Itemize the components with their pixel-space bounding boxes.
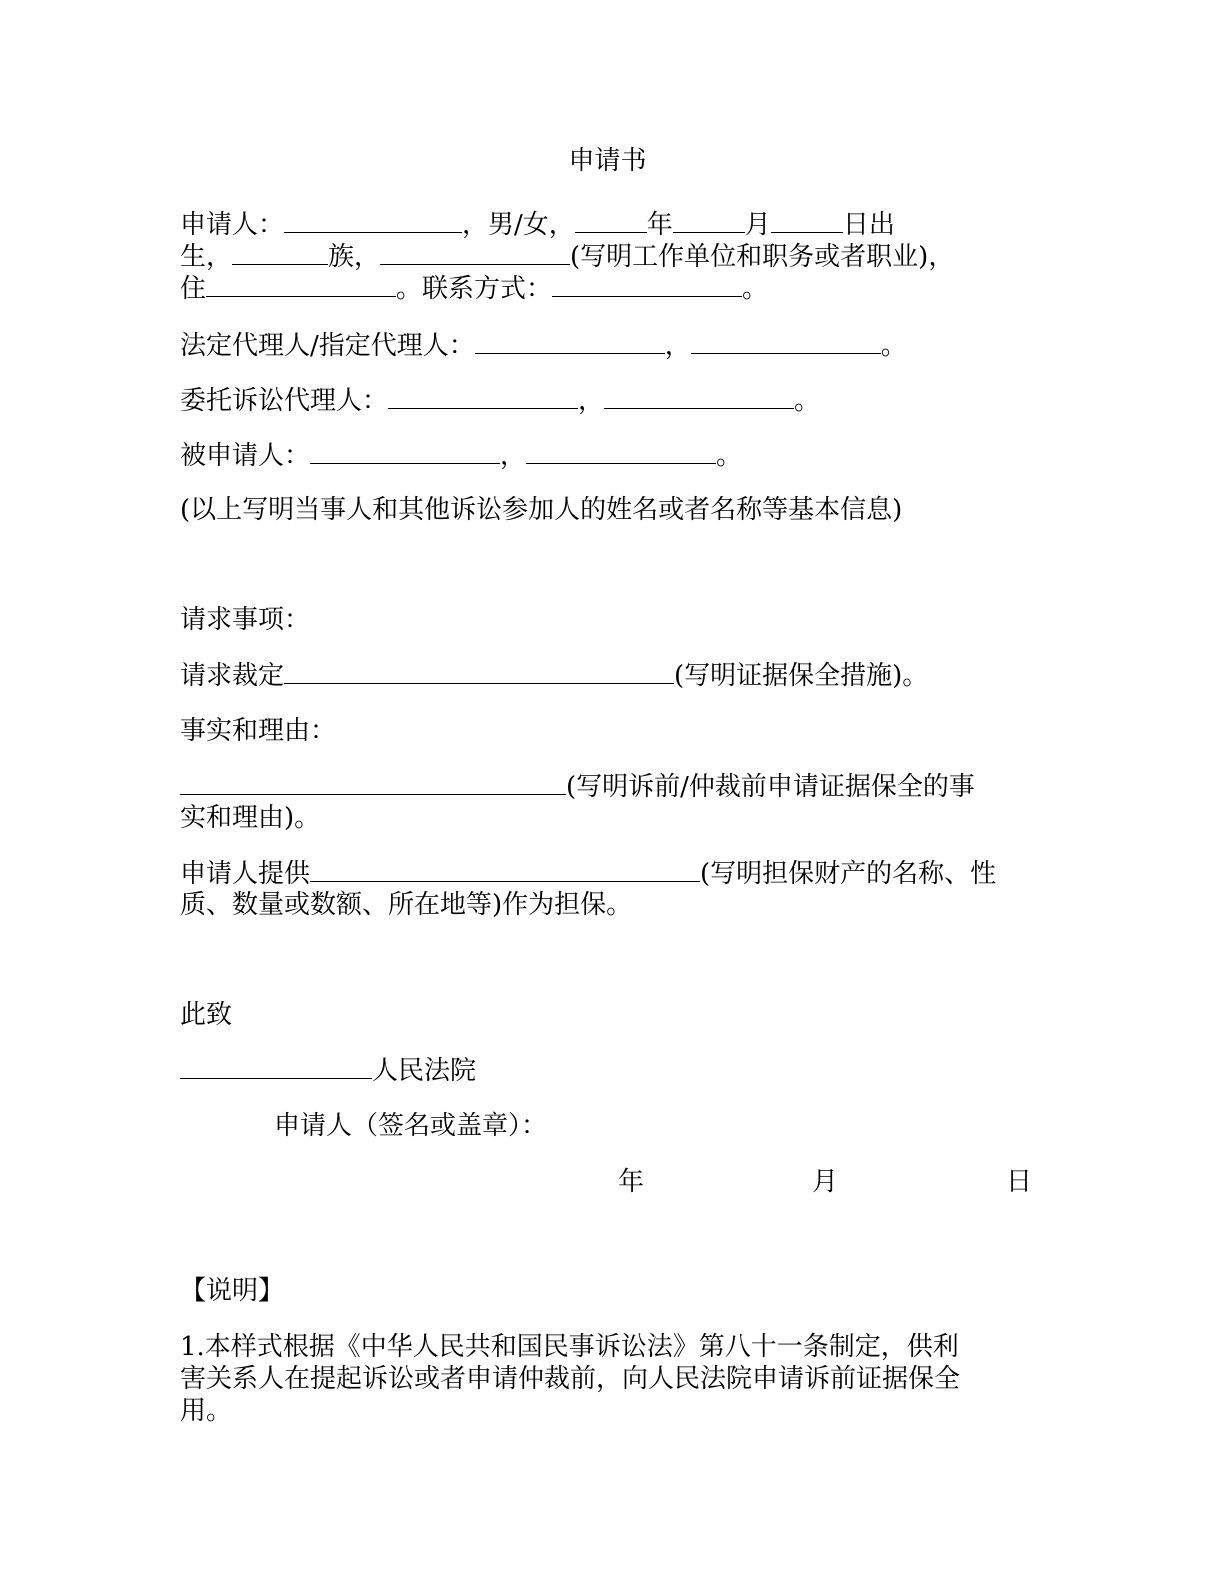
parties-note: (以上写明当事人和其他诉讼参加人的姓名或者名称等基本信息) <box>180 495 903 525</box>
day-born-label: 日出 <box>842 210 895 240</box>
court-label: 人民法院 <box>372 1056 477 1086</box>
applicant-line-3 <box>180 272 768 305</box>
occupation-blank[interactable] <box>380 240 570 265</box>
birth-month-blank[interactable] <box>673 208 745 233</box>
residence-label: 住 <box>180 274 207 304</box>
respondent-label: 被申请人： <box>180 441 311 471</box>
salutation: 此致 <box>180 1000 233 1030</box>
respondent-line <box>180 439 742 472</box>
comma: ， <box>578 386 605 416</box>
guarantee-note: (写明担保财产的名称、性 <box>700 859 997 889</box>
date-month-label: 月 <box>812 1167 839 1197</box>
month-label: 月 <box>744 210 771 240</box>
comma: ， <box>664 331 691 361</box>
contact-label: 。联系方式： <box>396 274 553 304</box>
agent-label: 法定代理人/指定代理人： <box>180 331 475 361</box>
residence-blank[interactable] <box>206 272 396 297</box>
note-item-1-line-1: 1.本样式根据《中华人民共和国民事诉讼法》第八十一条制定，供利 <box>180 1332 959 1362</box>
guarantee-blank[interactable] <box>310 857 700 882</box>
ruling-blank[interactable] <box>284 659 674 684</box>
applicant-line-2 <box>180 240 954 273</box>
occupation-note: (写明工作单位和职务或者职业)， <box>570 242 955 272</box>
ruling-note: (写明证据保全措施)。 <box>674 661 929 691</box>
note-item-1-line-3: 用。 <box>180 1396 233 1426</box>
note-item-1-line-2: 害关系人在提起诉讼或者申请仲裁前，向人民法院申请诉前证据保全 <box>180 1364 961 1394</box>
applicant-label: 申请人： <box>180 210 285 240</box>
requests-heading: 请求事项： <box>180 605 311 635</box>
facts-line-2: 实和理由)。 <box>180 803 321 833</box>
born-label: 生， <box>180 242 233 272</box>
signature-label: 申请人（签名或盖章）： <box>274 1111 548 1141</box>
period: 。 <box>742 274 769 304</box>
litigation-agent-blank-2[interactable] <box>604 384 794 409</box>
guarantee-line-2: 质、数量或数额、所在地等)作为担保。 <box>180 890 633 920</box>
page-title: 申请书 <box>568 146 647 176</box>
guarantee-prefix: 申请人提供 <box>180 859 311 889</box>
ethnicity-blank[interactable] <box>232 240 328 265</box>
period: 。 <box>794 386 821 416</box>
respondent-blank-2[interactable] <box>526 439 716 464</box>
birth-year-blank[interactable] <box>575 208 647 233</box>
applicant-line-1 <box>180 208 895 241</box>
birth-day-blank[interactable] <box>771 208 843 233</box>
agent-blank-1[interactable] <box>475 329 665 354</box>
agent-blank-2[interactable] <box>691 329 881 354</box>
agent-line <box>180 329 907 362</box>
facts-line-1 <box>180 770 975 803</box>
period: 。 <box>880 331 907 361</box>
litigation-agent-label: 委托诉讼代理人： <box>180 386 389 416</box>
year-label: 年 <box>646 210 673 240</box>
ethnicity-label: 族， <box>328 242 381 272</box>
date-day-label: 日 <box>1006 1167 1033 1197</box>
notes-heading: 【说明】 <box>180 1276 285 1306</box>
ruling-line <box>180 659 928 692</box>
facts-heading: 事实和理由： <box>180 716 337 746</box>
facts-note: (写明诉前/仲裁前申请证据保全的事 <box>566 772 975 802</box>
court-blank[interactable] <box>180 1054 372 1079</box>
facts-blank[interactable] <box>180 770 566 795</box>
ruling-prefix: 请求裁定 <box>180 661 285 691</box>
period: 。 <box>716 441 743 471</box>
date-year-label: 年 <box>618 1167 645 1197</box>
litigation-agent-blank-1[interactable] <box>388 384 578 409</box>
respondent-blank-1[interactable] <box>310 439 500 464</box>
contact-blank[interactable] <box>552 272 742 297</box>
court-line <box>180 1054 476 1087</box>
guarantee-line-1 <box>180 857 996 890</box>
litigation-agent-line <box>180 384 820 417</box>
applicant-name-blank[interactable] <box>284 208 462 233</box>
comma: ， <box>500 441 527 471</box>
gender-text: ，男/女， <box>462 210 575 240</box>
